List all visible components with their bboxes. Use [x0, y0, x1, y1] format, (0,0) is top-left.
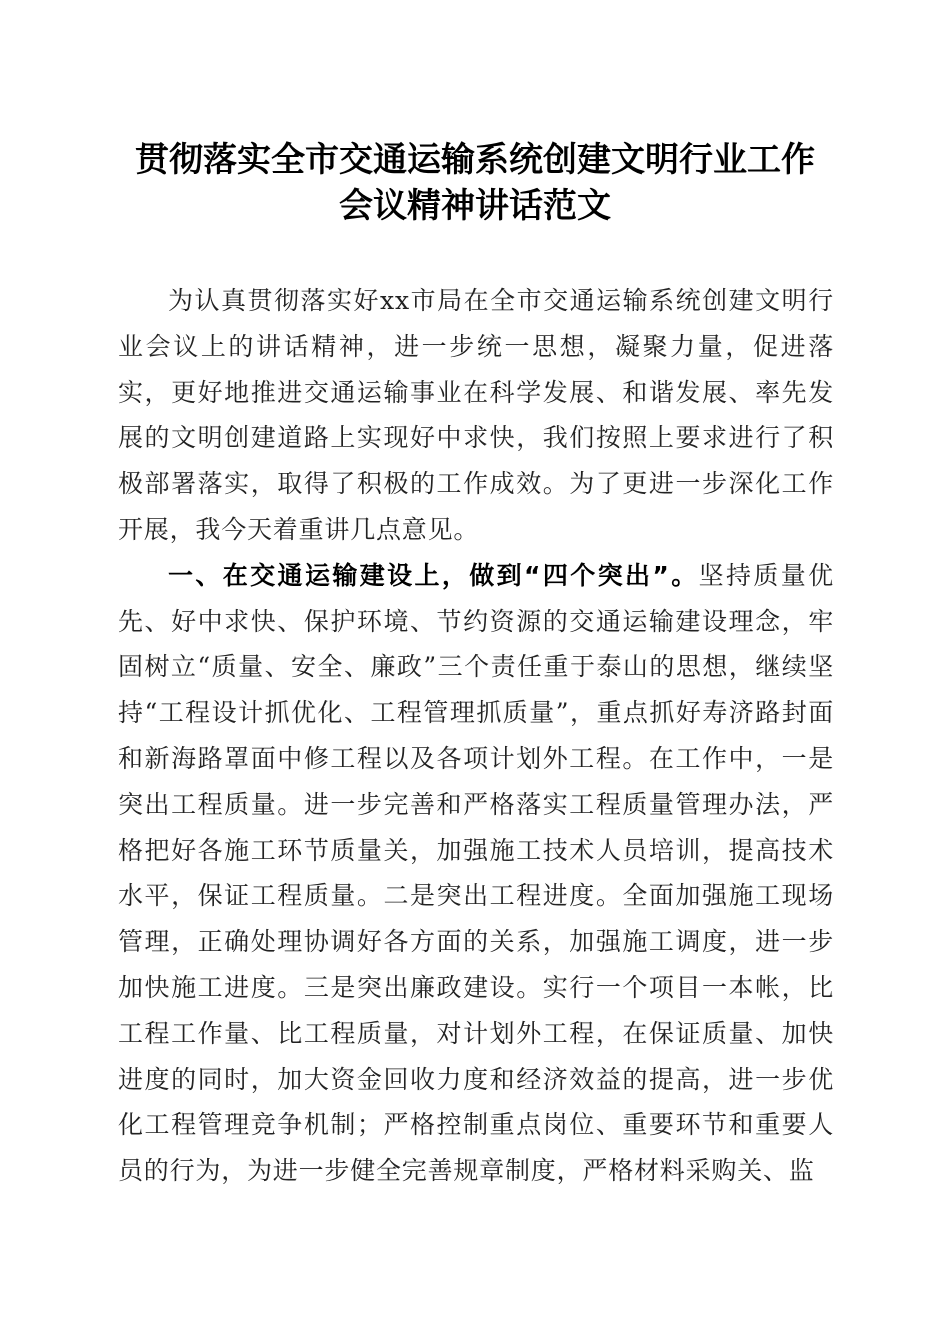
document-title-line-2: 会议精神讲话范文 [339, 186, 611, 226]
document-title-line-1: 贯彻落实全市交通运输系统创建文明行业工作 [135, 140, 815, 180]
intro-paragraph: 为认真贯彻落实好xx市局在全市交通运输系统创建文明行业会议上的讲话精神，进一步统一思想，凝聚力量，促进落实，更好地推进交通运输事业在科学发展、和谐发展、率先发展的文明创建道路上实现好中求快，我们按照上要求进行了积极部署落实，取得了积极的工作成效。为了更进一步深化工作开展，我今天着重讲几点意见。 [118, 286, 834, 544]
document-body [118, 278, 834, 1194]
section-1-paragraph [118, 553, 834, 1194]
section-1-heading: 一、在交通运输建设上，做到“四个突出”。 [168, 560, 699, 590]
section-1-body: 坚持质量优先、好中求快、保护环境、节约资源的交通运输建设理念，牢固树立“质量、安全、廉政”三个责任重于泰山的思想，继续坚持“工程设计抓优化、工程管理抓质量”，重点抓好寿济路封面和新海路罩面中修工程以及各项计划外工程。在工作中，一是突出工程质量。进一步完善和严格落实工程质量管理办法，严格把好各施工环节质量关，加强施工技术人员培训，提高技术水平，保证工程质量。二是突出工程进度。全面加强施工现场管理，正确处理协调好各方面的关系，加强施工调度，进一步加快施工进度。三是突出廉政建设。实行一个项目一本帐，比工程工作量、比工程质量，对计划外工程，在保证质量、加快进度的同时，加大资金回收力度和经济效益的提高，进一步优化工程管理竞争机制；严格控制重点岗位、重要环节和重要人员的行为，为进一步健全完善规章制度，严格材料采购关、监 [118, 560, 834, 1186]
